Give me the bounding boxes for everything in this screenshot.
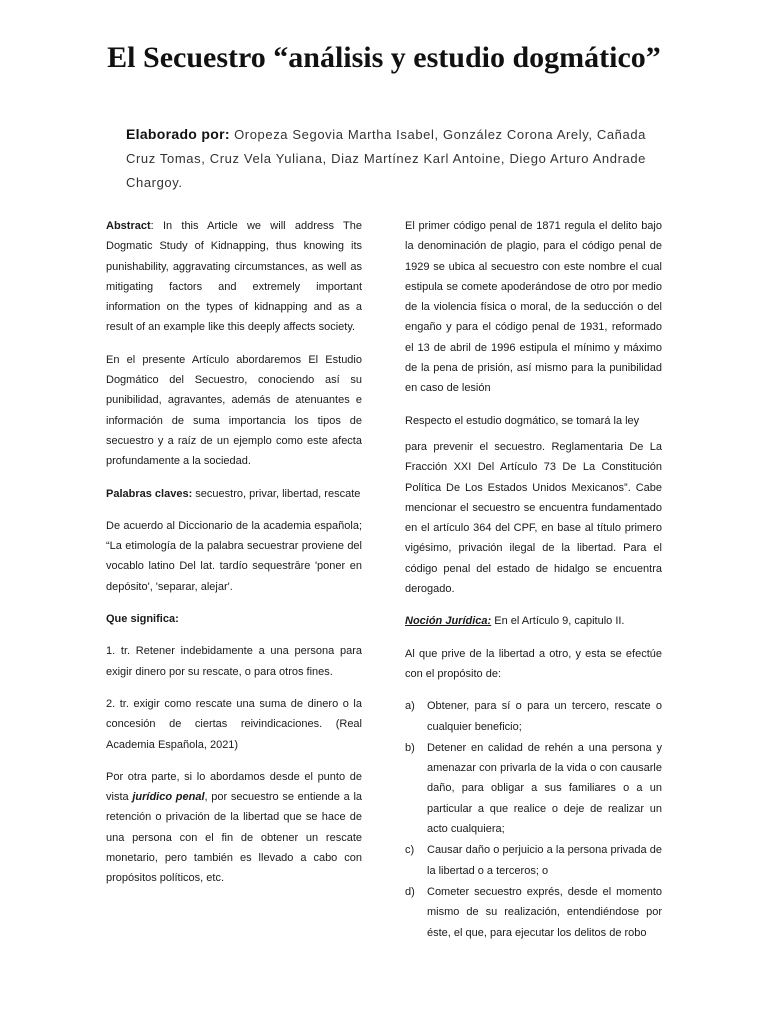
list-item xyxy=(405,738,662,839)
authors-block xyxy=(126,122,646,195)
list-text: Causar daño o perjuicio a la persona privada de la libertad o a terceros; o xyxy=(427,844,662,877)
legal-notion-paragraph xyxy=(405,611,662,631)
list-marker: a) xyxy=(405,700,415,713)
purpose-list xyxy=(405,696,662,943)
right-column xyxy=(405,216,662,944)
abstract-label: Abstract xyxy=(106,220,151,232)
keywords-paragraph xyxy=(106,484,362,504)
dogmatic-study-line: Respecto el estudio dogmático, se tomará la ley xyxy=(405,414,640,427)
abstract-paragraph xyxy=(106,216,362,338)
que-significa-heading: Que significa: xyxy=(106,613,179,626)
paper-title: El Secuestro “análisis y estudio dogmático” xyxy=(107,41,661,74)
definition-2: 2. tr. exigir como rescate una suma de dinero o la concesión de ciertas reivindicaciones. (Real Academia Española, 2021) xyxy=(106,697,362,751)
authors-names: Oropeza Segovia Martha Isabel, González Corona Arely, Cañada Cruz Tomas, Cruz Vela Yuliana, Diaz Martínez Karl Antoine, Diego Arturo Andrade Chargoy. xyxy=(126,127,646,190)
legal-view-text-b: , por secuestro se entiende a la retención o privación de la libertad que se hace de una persona con el fin de obtener un rescate monetario, pero también es llevado a cabo con propósitos políticos, etc. xyxy=(106,791,362,885)
legal-view-text-a: Por otra parte, si lo abordamos desde el punto de vista xyxy=(106,770,362,804)
intro-paragraph: En el presente Artículo abordaremos El Estudio Dogmático del Secuestro, conociendo así su punibilidad, agravantes, además de atenuantes e información de suma importancia los tipos de secuestro y a raíz de un ejemplo como este afecta profundamente a la sociedad. xyxy=(106,353,362,468)
history-paragraph: El primer código penal de 1871 regula el delito bajo la denominación de plagio, para el código penal de 1929 se ubica al secuestro con este nombre el cual estipula se comete apoderándose de otro por medio de la violencia física o moral, de la seducción o del engaño y para el código penal de 1931, reformado el 13 de abril de 1996 estipula el mínimo y máximo de la pena de prisión, así mismo para la punibilidad en caso de lesión xyxy=(405,220,662,395)
list-text: Detener en calidad de rehén a una persona y amenazar con privarla de la vida o con causarle daño, para obligar a sus familiares o a un particular a que realice o deje de realizar un acto cualquiera; xyxy=(427,741,662,836)
authors-label: Elaborado por: xyxy=(126,126,230,142)
law-paragraph: para prevenir el secuestro. Reglamentaria De La Fracción XXI Del Artículo 73 De La Constitución Política De Los Estados Unidos Mexicanos”. Cabe mencionar el secuestro se encuentra fundamentado en el artículo 364 del CPF, en base al título primero vigésimo, privación ilegal de la libertad. Para el código penal del estado de hidalgo se encuentra derogado. xyxy=(405,440,662,596)
keywords-text: secuestro, privar, libertad, rescate xyxy=(192,487,361,500)
abstract-text: : In this Article we will address The Dogmatic Study of Kidnapping, thus knowing its punishability, aggravating circumstances, as well as mitigating factors and extremely important information on the types of kidnapping and as a result of an example like this deeply affects society. xyxy=(106,220,362,334)
legal-notion-text: En el Artículo 9, capitulo II. xyxy=(491,615,625,628)
list-text: Cometer secuestro exprés, desde el momento mismo de su realización, entendiéndose por éste, el que, para ejecutar los delitos de robo xyxy=(427,885,662,939)
list-item xyxy=(405,696,662,737)
legal-notion-label: Noción Jurídica: xyxy=(405,615,492,628)
list-item xyxy=(405,840,662,881)
definition-1: 1. tr. Retener indebidamente a una persona para exigir dinero por su rescate, o para otros fines. xyxy=(106,645,362,678)
legal-view-paragraph xyxy=(106,767,362,889)
dictionary-paragraph: De acuerdo al Diccionario de la academia española; “La etimología de la palabra secuestrar proviene del vocablo latino Del lat. tardío sequestrāre 'poner en depósito', 'separar, alejar'. xyxy=(106,519,362,593)
list-item xyxy=(405,882,662,943)
keywords-label: Palabras claves: xyxy=(106,487,193,500)
list-marker: d) xyxy=(405,885,415,898)
purpose-intro: Al que prive de la libertad a otro, y esta se efectúe con el propósito de: xyxy=(405,647,662,680)
left-column xyxy=(106,216,362,901)
list-marker: c) xyxy=(405,844,415,857)
legal-view-term: jurídico penal xyxy=(132,791,205,804)
list-text: Obtener, para sí o para un tercero, rescate o cualquier beneficio; xyxy=(427,700,662,733)
list-marker: b) xyxy=(405,741,415,754)
